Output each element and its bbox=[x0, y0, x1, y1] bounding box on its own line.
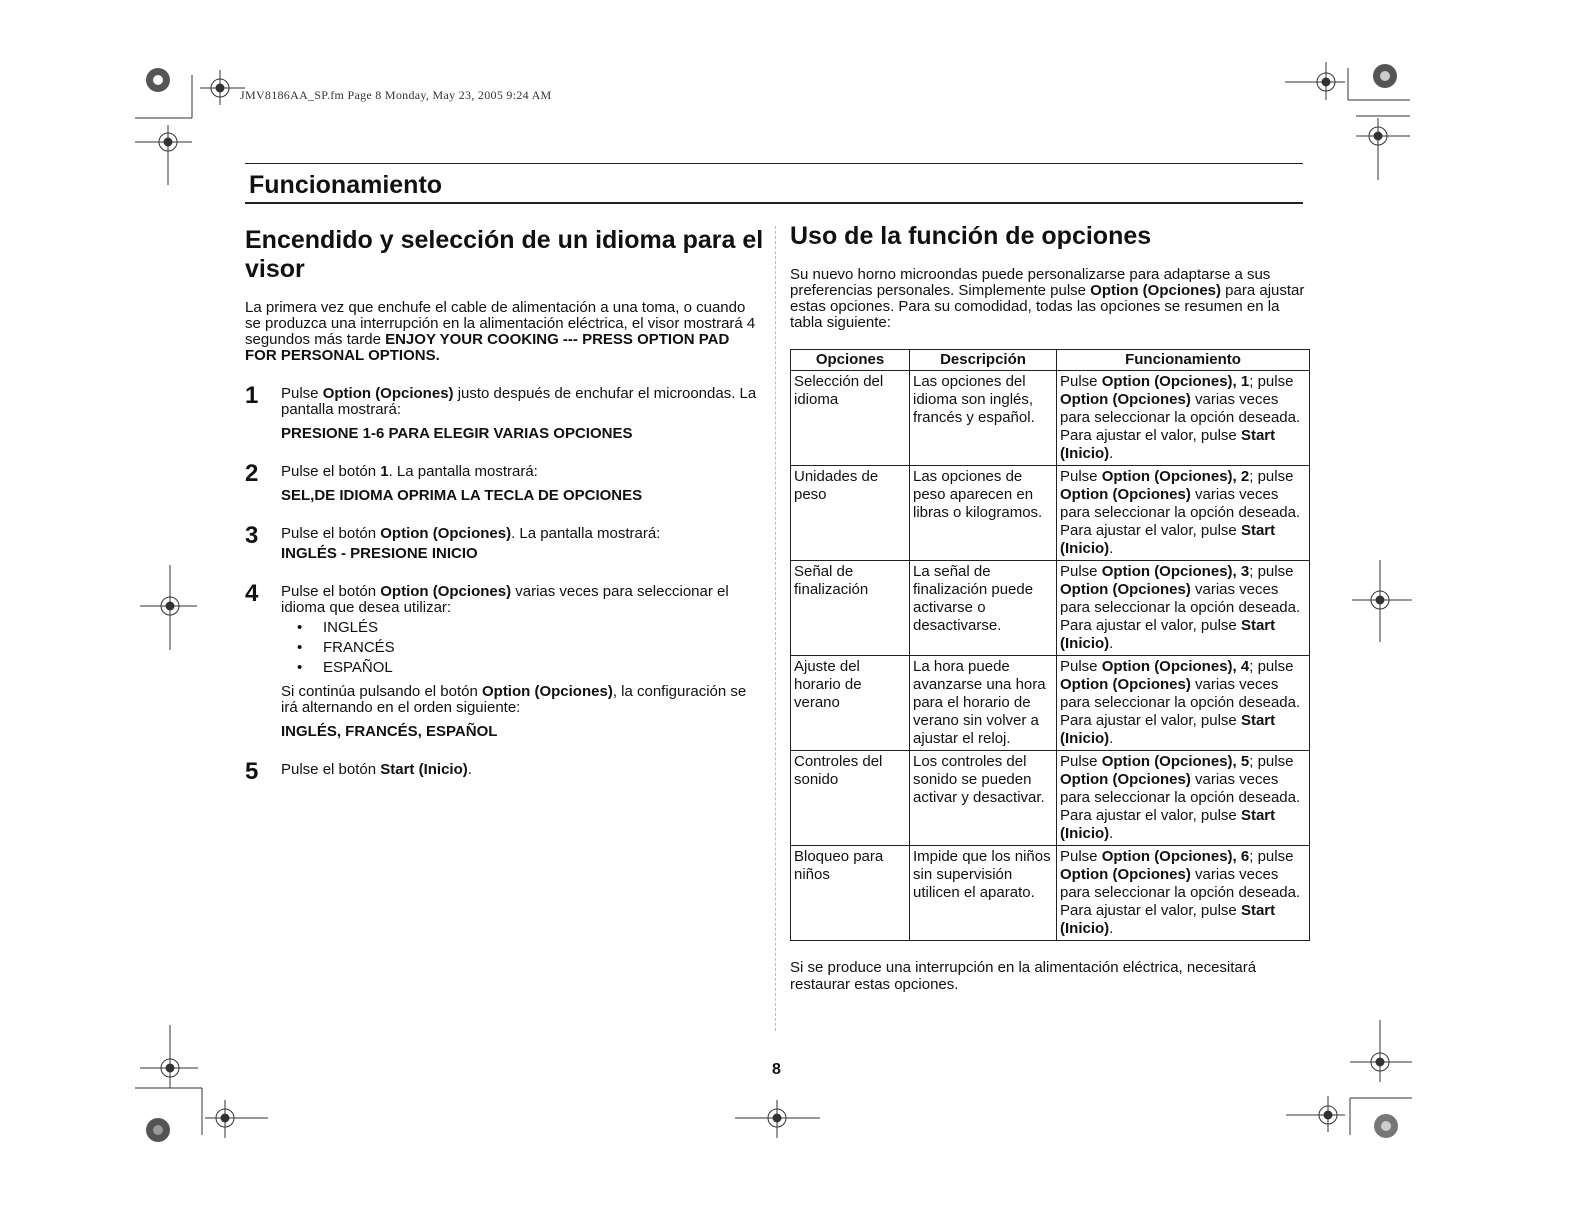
right-intro: Su nuevo horno microondas puede personalizarse para adaptarse a sus preferencias personales. Simplemente pulse Option (Opciones) para ajustar estas opciones. Para su comodidad, todas las opciones se resumen en la tabla siguiente: bbox=[790, 266, 1305, 331]
table-row bbox=[791, 371, 1310, 466]
display-text: INGLÉS, FRANCÉS, ESPAÑOL bbox=[281, 723, 498, 740]
option-cell: Ajuste del horario de verano bbox=[791, 656, 910, 751]
crosshair-icon bbox=[140, 1025, 198, 1088]
step-number: 5 bbox=[245, 758, 259, 785]
left-heading: Encendido y selección de un idioma para el visor bbox=[245, 226, 764, 283]
step-2: 2 Pulse el botón 1. La pantalla mostrará: SEL,DE IDIOMA OPRIMA LA TECLA DE OPCIONES bbox=[245, 464, 765, 504]
step-number: 2 bbox=[245, 460, 259, 487]
operation-cell: Pulse Option (Opciones), 2; pulse Option (Opciones) varias veces para seleccionar la opción deseada. Para ajustar el valor, pulse Start (Inicio). bbox=[1057, 466, 1310, 561]
list-item: • INGLÉS bbox=[297, 618, 765, 638]
crosshair-icon bbox=[200, 70, 245, 105]
list-item: • FRANCÉS bbox=[297, 638, 765, 658]
column-divider bbox=[775, 226, 776, 1031]
column-header: Funcionamiento bbox=[1057, 350, 1310, 371]
crosshair-icon bbox=[135, 125, 192, 185]
display-text: PRESIONE 1-6 PARA ELEGIR VARIAS OPCIONES bbox=[281, 425, 633, 442]
table-header-row bbox=[791, 350, 1310, 371]
crosshair-icon bbox=[1285, 62, 1345, 100]
language-list bbox=[281, 618, 765, 678]
crosshair-icon bbox=[140, 565, 197, 650]
step-3: 3 Pulse el botón Option (Opciones). La pantalla mostrará: INGLÉS - PRESIONE INICIO bbox=[245, 526, 765, 562]
crosshair-icon bbox=[1350, 1020, 1412, 1082]
table-row bbox=[791, 846, 1310, 941]
crosshair-icon bbox=[1286, 1096, 1345, 1132]
description-cell: Los controles del sonido se pueden activar y desactivar. bbox=[910, 751, 1057, 846]
table-row bbox=[791, 751, 1310, 846]
operation-cell: Pulse Option (Opciones), 4; pulse Option (Opciones) varias veces para seleccionar la opción deseada. Para ajustar el valor, pulse Start (Inicio). bbox=[1057, 656, 1310, 751]
footnote-text: Si se produce una interrupción en la alimentación eléctrica, necesitará restaurar estas opciones. bbox=[790, 959, 1257, 993]
description-cell: Impide que los niños sin supervisión utilicen el aparato. bbox=[910, 846, 1057, 941]
header-rule-top bbox=[245, 163, 1303, 164]
column-header: Opciones bbox=[791, 350, 910, 371]
step-4: 4 Pulse el botón Option (Opciones) varias veces para seleccionar el idioma que desea utilizar: • INGLÉS • FRANCÉS • ESPAÑOL Si continúa pulsando el botón Option (Opciones), la configuración se irá alternando en el orden siguiente: INGLÉS, FRANCÉS, ESPAÑOL bbox=[245, 584, 765, 740]
operation-cell: Pulse Option (Opciones), 3; pulse Option (Opciones) varias veces para seleccionar la opción deseada. Para ajustar el valor, pulse Start (Inicio). bbox=[1057, 561, 1310, 656]
operation-cell: Pulse Option (Opciones), 6; pulse Option (Opciones) varias veces para seleccionar la opción deseada. Para ajustar el valor, pulse Start (Inicio). bbox=[1057, 846, 1310, 941]
option-cell: Selección del idioma bbox=[791, 371, 910, 466]
crosshair-icon bbox=[205, 1100, 268, 1138]
page-number: 8 bbox=[772, 1061, 781, 1078]
crosshair-icon bbox=[735, 1100, 820, 1138]
description-cell: La hora puede avanzarse una hora para el horario de verano sin volver a ajustar el reloj. bbox=[910, 656, 1057, 751]
section-title: Funcionamiento bbox=[249, 171, 443, 199]
step-number: 4 bbox=[245, 580, 259, 607]
description-cell: La señal de finalización puede activarse o desactivarse. bbox=[910, 561, 1057, 656]
step-number: 1 bbox=[245, 382, 259, 409]
file-info: JMV8186AA_SP.fm Page 8 Monday, May 23, 2005 9:24 AM bbox=[240, 88, 552, 102]
table-row bbox=[791, 561, 1310, 656]
options-table bbox=[790, 349, 1310, 941]
option-cell: Unidades de peso bbox=[791, 466, 910, 561]
step-5: 5 Pulse el botón Start (Inicio). bbox=[245, 758, 472, 785]
left-intro: La primera vez que enchufe el cable de alimentación a una toma, o cuando se produzca una interrupción en la alimentación eléctrica, el visor mostrará 4 segundos más tarde ENJOY YOUR COOKING --- PRESS OPTION PAD FOR PERSONAL OPTIONS. bbox=[245, 299, 756, 364]
crosshair-icon bbox=[1352, 560, 1412, 642]
right-column bbox=[790, 222, 1310, 993]
table-row bbox=[791, 466, 1310, 561]
description-cell: Las opciones del idioma son inglés, francés y español. bbox=[910, 371, 1057, 466]
crosshair-icon bbox=[1356, 118, 1410, 180]
list-item: • ESPAÑOL bbox=[297, 658, 765, 678]
step-number: 3 bbox=[245, 522, 259, 549]
table-row bbox=[791, 656, 1310, 751]
step-1: 1 Pulse Option (Opciones) justo después de enchufar el microondas. La pantalla mostrará: PRESIONE 1-6 PARA ELEGIR VARIAS OPCIONES bbox=[245, 386, 765, 442]
right-heading: Uso de la función de opciones bbox=[790, 222, 1152, 250]
option-cell: Señal de finalización bbox=[791, 561, 910, 656]
description-cell: Las opciones de peso aparecen en libras o kilogramos. bbox=[910, 466, 1057, 561]
operation-cell: Pulse Option (Opciones), 1; pulse Option (Opciones) varias veces para seleccionar la opción deseada. Para ajustar el valor, pulse Start (Inicio). bbox=[1057, 371, 1310, 466]
left-column bbox=[245, 226, 765, 785]
option-cell: Bloqueo para niños bbox=[791, 846, 910, 941]
column-header: Descripción bbox=[910, 350, 1057, 371]
display-text: SEL,DE IDIOMA OPRIMA LA TECLA DE OPCIONES bbox=[281, 487, 643, 504]
header-rule-bottom bbox=[245, 202, 1303, 204]
option-cell: Controles del sonido bbox=[791, 751, 910, 846]
operation-cell: Pulse Option (Opciones), 5; pulse Option (Opciones) varias veces para seleccionar la opción deseada. Para ajustar el valor, pulse Start (Inicio). bbox=[1057, 751, 1310, 846]
display-text: INGLÉS - PRESIONE INICIO bbox=[281, 545, 478, 562]
